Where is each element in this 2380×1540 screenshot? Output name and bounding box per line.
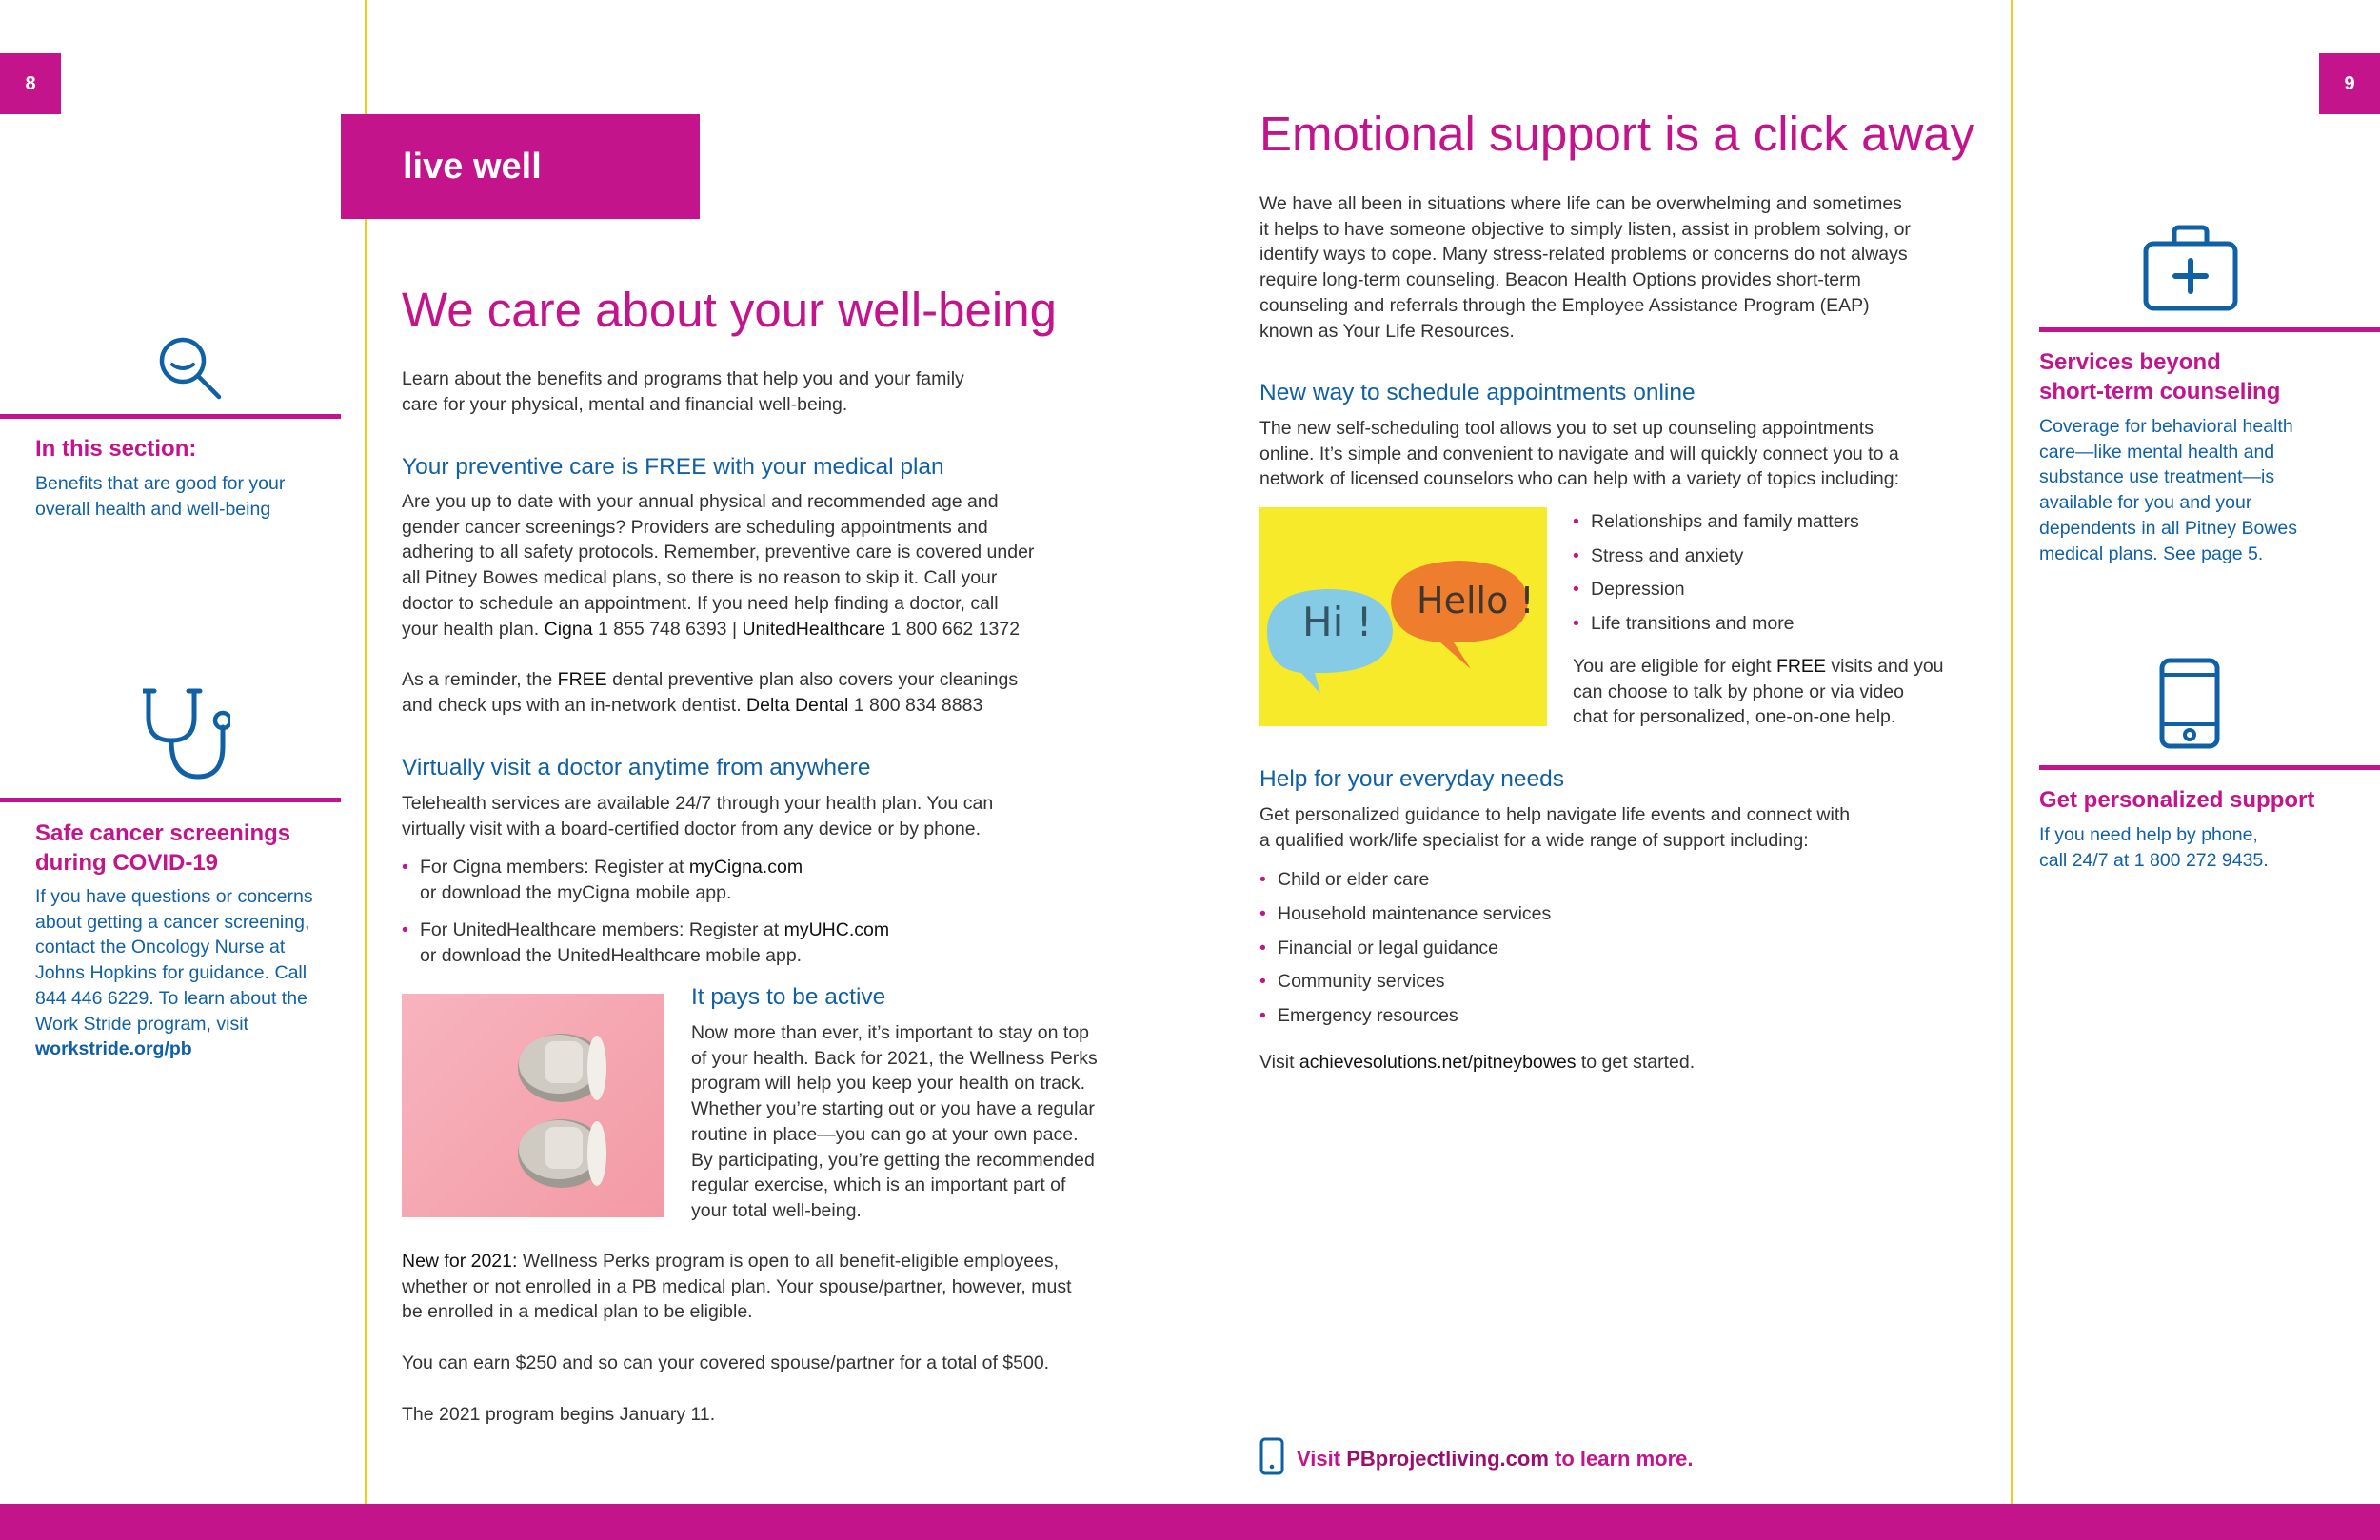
heading-line: Services beyond [2039,349,2221,375]
text-line: Whether you’re starting out or you have a regular [691,1098,1095,1120]
text-line: known as Your Life Resources. [1259,320,1515,342]
text-line: routine in place—you can go at your own pace. [691,1123,1079,1145]
heading-line: during COVID-19 [35,850,219,876]
achieve-solutions-line [1259,1050,1695,1076]
heading-line: short-term counseling [2039,379,2281,405]
bottom-band [0,1504,2380,1540]
page-title-emotional-support: Emotional support is a click away [1259,107,1975,161]
eligibility-paragraph [1573,654,1944,730]
text-fragment: dental preventive plan also covers your cleanings [612,669,1019,690]
intro-paragraph [402,366,964,417]
text-line: Now more than ever, it’s important to stay on top [691,1022,1090,1043]
pbprojectliving-link[interactable]: PBprojectliving.com [1346,1447,1549,1471]
left-sidebar-rule-1 [0,414,341,419]
text-line: gender cancer screenings? Providers are scheduling appointments and [402,516,988,538]
text-line: Get personalized guidance to help navigate life events and connect with [1259,804,1851,825]
text-fragment: Visit [1297,1447,1341,1471]
bubble-hi-text: Hi ! [1302,599,1373,645]
stethoscope-icon [143,685,230,782]
dental-paragraph [402,667,1018,718]
right-sidebar-rule-2 [2039,765,2380,770]
earn-paragraph: You can earn $250 and so can your covered spouse/partner for a total of $500. [402,1352,1050,1373]
text-fragment: For Cigna members: Register at [420,857,684,878]
list-item: • Household maintenance services [1259,898,1551,932]
text-line: all Pitney Bowes medical plans, so there is no reason to skip it. Call your [402,567,998,589]
pays-to-be-active-paragraph [691,1020,1098,1224]
text-fragment: You are eligible for eight [1573,656,1772,677]
delta-dental-label: Delta Dental [746,694,849,716]
uhc-phone: 1 800 662 1372 [890,618,1021,640]
text-line: 844 446 6229. To learn about the [35,987,307,1009]
sidebar-heading-services-beyond [2039,347,2280,406]
text-line [402,693,1018,719]
sidebar-heading-cancer-screenings [35,819,290,878]
text-line: care—like mental health and [2039,441,2275,463]
list-item: • Community services [1259,965,1551,999]
everyday-needs-paragraph [1259,802,1850,853]
speech-bubbles-image [1259,507,1547,726]
text-fragment: Wellness Perks program is open to all benefit-eligible employees, [522,1251,1060,1272]
text-line [402,667,1018,693]
text-line [1573,654,1944,680]
list-item: • Stress and anxiety [1573,540,1859,574]
health-plan-contacts [402,617,1034,642]
text-line: Benefits that are good for your [35,473,286,494]
heading-schedule-online: New way to schedule appointments online [1259,380,1696,405]
heading-pays-to-be-active: It pays to be active [691,984,886,1010]
text-line: The new self-scheduling tool allows you to set up counseling appointments [1259,418,1874,439]
text-line: regular exercise, which is an important part of [691,1175,1066,1196]
sidebar-text-cancer-screenings [35,884,313,1062]
preventive-care-paragraph [402,489,1034,642]
page-number-left: 8 [0,53,61,114]
text-line: it helps to have someone objective to simply listen, assist in problem solving, or [1259,218,1911,240]
text-line: Telehealth services are available 24/7 through your health plan. You can [402,793,994,814]
text-line: call 24/7 at 1 800 272 9435. [2039,849,2269,871]
sidebar-text-services-beyond [2039,414,2297,566]
text-line: program will help you keep your health on track. [691,1073,1086,1095]
text-fragment: Visit [1259,1052,1295,1073]
everyday-needs-list [1259,863,1551,1034]
list-item: • Emergency resources [1259,999,1551,1034]
left-divider-line [365,0,367,1504]
text-line: By participating, you’re getting the recommended [691,1149,1095,1171]
right-sidebar-rule-1 [2039,327,2380,332]
text-fragment: your health plan. [402,618,540,640]
uhc-label: UnitedHealthcare [742,618,886,640]
left-sidebar-rule-2 [0,798,341,802]
bubble-hello-text: Hello ! [1417,580,1535,622]
text-line: of your health. Back for 2021, the Wellness Perks [691,1047,1098,1069]
list-item [402,918,889,968]
text-line: medical plans. See page 5. [2039,543,2264,564]
text-line: Work Stride program, visit [35,1013,248,1035]
sidebar-heading-in-this-section: In this section: [35,436,197,462]
sidebar-text-benefits [35,471,285,522]
cigna-label: Cigna [544,618,593,640]
page-number-right: 9 [2319,53,2380,114]
cigna-phone: 1 855 748 6393 | [597,618,738,640]
text-fragment: to learn more. [1555,1447,1694,1471]
virtual-visit-list [402,855,889,969]
text-line: doctor to schedule an appointment. If you need help finding a doctor, call [402,592,999,614]
text-fragment: As a reminder, the [402,669,553,690]
page-title-well-being: We care about your well-being [402,283,1057,337]
banner-label: live well [403,147,542,187]
section-banner [341,114,700,219]
workstride-link[interactable]: workstride.org/pb [35,1038,192,1060]
counseling-topics-list [1573,505,1859,641]
text-fragment: or download the myCigna mobile app. [420,881,732,903]
text-line: network of licensed counselors who can help with a variety of topics including: [1259,468,1900,490]
emotional-support-intro [1259,191,1911,344]
myuhc-link[interactable]: myUHC.com [783,919,890,941]
list-item: • Financial or legal guidance [1259,932,1551,966]
text-line: identify ways to cope. Many stress-related problems or concerns do not always [1259,244,1908,266]
text-line: online. It’s simple and convenient to navigate and will quickly connect you to a [1259,443,1899,464]
first-aid-kit-icon [2142,225,2239,312]
text-fragment: to get started. [1580,1052,1696,1073]
list-item: • Relationships and family matters [1573,505,1859,540]
text-line: require long-term counseling. Beacon Health Options provides short-term [1259,269,1861,291]
list-item: • Child or elder care [1259,863,1551,898]
free-emphasis: FREE [1775,656,1826,677]
text-line: substance use treatment—is [2039,466,2275,488]
heading-virtual-visit: Virtually visit a doctor anytime from anywhere [402,755,871,780]
text-line: care for your physical, mental and financial well-being. [402,393,848,415]
text-line: overall health and well-being [35,498,271,520]
text-line: Are you up to date with your annual physical and recommended age and [402,491,999,512]
text-line: virtually visit with a board-certified doctor from any device or by phone. [402,818,982,839]
text-line: adhering to all safety protocols. Remember, preventive care is covered under [402,542,1035,563]
text-line [402,1249,1072,1274]
sidebar-text-personalized-support [2039,822,2269,873]
smartphone-icon [2159,658,2220,749]
text-line: chat for personalized, one-on-one help. [1573,706,1896,728]
right-divider-line [2011,0,2013,1504]
text-line: counseling and referrals through the Employee Assistance Program (EAP) [1259,294,1870,316]
text-line: Johns Hopkins for guidance. Call [35,962,307,984]
schedule-online-paragraph [1259,416,1899,492]
list-item [402,855,889,905]
text-line: your total well-being. [691,1199,862,1221]
text-line: If you have questions or concerns [35,886,313,907]
program-begins-paragraph: The 2021 program begins January 11. [402,1404,716,1425]
free-emphasis: FREE [557,669,607,690]
text-fragment: visits and you [1831,656,1944,677]
text-line: We have all been in situations where life can be overwhelming and sometimes [1259,193,1902,214]
text-line: a qualified work/life specialist for a wide range of support including: [1259,829,1809,851]
text-line: about getting a cancer screening, [35,911,310,933]
sneakers-photo [402,994,664,1217]
heading-line: Safe cancer screenings [35,820,291,846]
text-fragment: For UnitedHealthcare members: Register at [420,919,780,941]
heading-everyday-needs: Help for your everyday needs [1259,766,1565,792]
virtual-visit-paragraph [402,791,993,841]
text-line: contact the Oncology Nurse at [35,937,286,958]
small-phone-icon [1259,1437,1284,1480]
text-line: Coverage for behavioral health [2039,416,2293,437]
text-fragment: and check ups with an in-network dentist. [402,694,742,716]
new-for-2021-label: New for 2021: [402,1251,518,1272]
mycigna-link[interactable]: myCigna.com [688,857,803,878]
list-item: • Depression [1573,573,1859,607]
text-line: be enrolled in a medical plan to be eligible. [402,1301,753,1323]
sidebar-heading-personalized-support: Get personalized support [2039,787,2315,813]
footer-cta [1297,1446,1694,1472]
search-icon [152,330,225,403]
achievesolutions-link[interactable]: achievesolutions.net/pitneybowes [1299,1052,1577,1073]
heading-preventive-care: Your preventive care is FREE with your medical plan [402,454,944,480]
text-line: If you need help by phone, [2039,824,2258,845]
delta-dental-phone: 1 800 834 8883 [853,694,983,716]
text-line: Learn about the benefits and programs that help you and your family [402,368,964,389]
text-line: dependents in all Pitney Bowes [2039,517,2298,539]
text-line: can choose to talk by phone or via video [1573,681,1904,702]
text-fragment: or download the UnitedHealthcare mobile app. [420,945,803,967]
text-line: available for you and your [2039,492,2252,514]
list-item: • Life transitions and more [1573,607,1859,642]
new-for-2021-paragraph [402,1249,1072,1325]
text-line: whether or not enrolled in a PB medical plan. Your spouse/partner, however, must [402,1275,1072,1297]
